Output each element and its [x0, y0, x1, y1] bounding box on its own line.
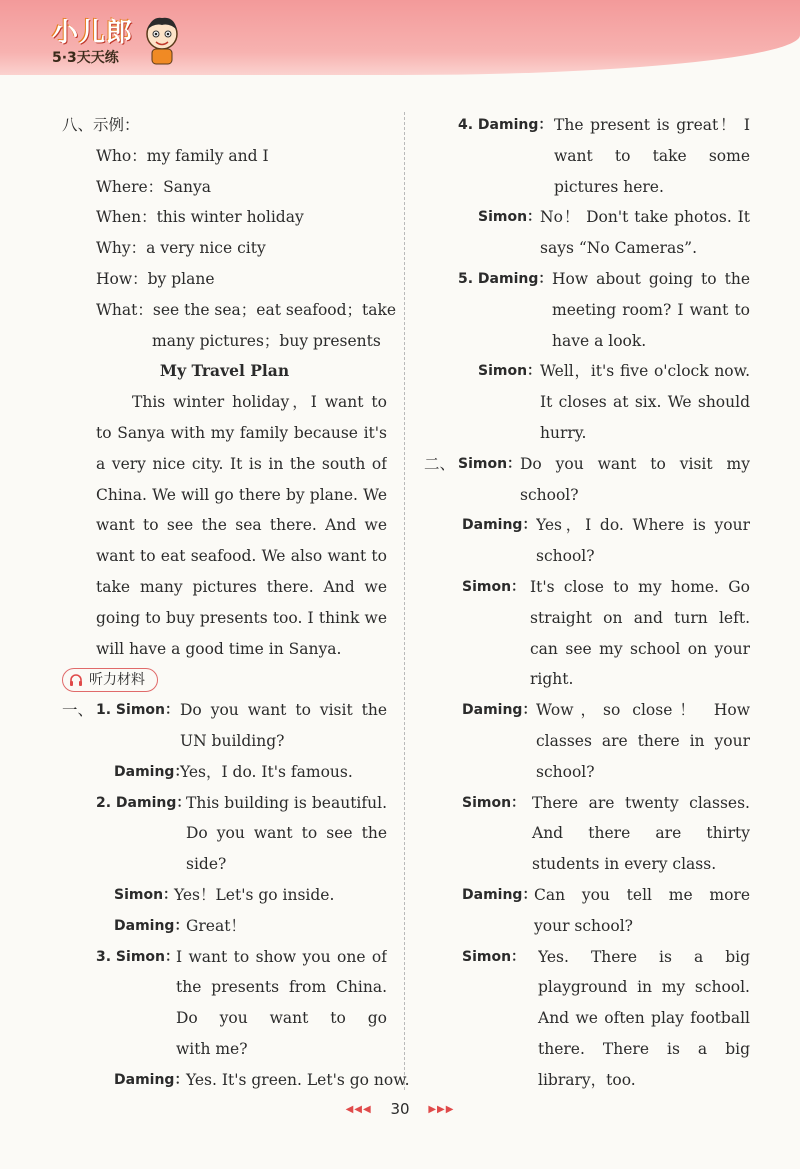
dialogue-line: library，too. [538, 1070, 636, 1089]
essay-line: want to see the sea there. And we [96, 516, 387, 535]
column-divider [404, 112, 405, 1090]
dialogue-3 [62, 942, 387, 973]
dialogue-line: straight on and turn left. [530, 608, 750, 627]
speaker-label: Simon： [478, 209, 542, 226]
speaker-label: Simon： [478, 363, 542, 380]
dialogue-line: Yes. There is a big [538, 947, 750, 966]
section-two-reply [430, 788, 750, 819]
left-column [62, 110, 410, 1096]
dialogue-2-reply2 [62, 911, 387, 942]
dialogue-line: Yes，I do. It's famous. [180, 762, 353, 781]
dialogue-3-reply [62, 1065, 410, 1096]
speaker-label: 3. Simon： [96, 948, 179, 965]
left-arrows-icon: ◀◀◀ [345, 1104, 372, 1115]
dialogue-line: Yes，I do. Where is your [536, 516, 750, 535]
speaker-label: Daming： [462, 702, 537, 719]
dialogue-line: classes are there in your [536, 731, 750, 750]
speaker-label: Daming： [114, 1071, 189, 1088]
speaker-label: Simon： [458, 455, 522, 472]
headphones-icon [69, 673, 83, 687]
right-column [424, 110, 750, 1096]
speaker-label: Simon： [114, 886, 178, 903]
dialogue-line: pictures here. [554, 177, 664, 196]
speaker-label: 4. Daming： [458, 117, 553, 133]
speaker-label: Simon： [462, 948, 526, 965]
plan-who: Who：my family and I [96, 146, 269, 165]
essay-line: a very nice city. It is in the south of [96, 454, 387, 473]
dialogue-line: Well，it's five o'clock now. [540, 362, 750, 381]
dialogue-line: school? [536, 547, 595, 566]
speaker-label: Daming： [114, 763, 189, 780]
page-number: 30 [390, 1100, 410, 1118]
speaker-label: Daming： [462, 886, 537, 903]
plan-what: What：see the sea；eat seafood；take [96, 300, 397, 319]
dialogue-line: says “No Cameras”. [540, 239, 698, 258]
dialogue-line: school? [520, 485, 579, 504]
dialogue-line: hurry. [540, 423, 587, 442]
brand-logo [52, 12, 133, 67]
section-two-reply [430, 510, 750, 541]
dialogue-line: UN building? [180, 731, 285, 750]
section-two-dialogue [424, 449, 750, 480]
dialogue-line: It's close to my home. Go [530, 577, 750, 596]
dialogue-4-reply [430, 202, 750, 233]
dialogue-line: your school? [534, 916, 633, 935]
section-two-reply [430, 942, 750, 973]
dialogue-line: Great！ [186, 916, 246, 935]
dialogue-line: Yes！Let's go inside. [174, 885, 335, 904]
speaker-label: Simon： [462, 794, 526, 811]
dialogue-2 [62, 788, 387, 819]
plan-how: How：by plane [96, 269, 215, 288]
dialogue-4 [430, 110, 750, 141]
dialogue-line: And there are thirty [532, 824, 750, 843]
dialogue-line: Do you want to see the [186, 824, 387, 843]
dialogue-line: school? [536, 762, 595, 781]
dialogue-line: with me? [176, 1039, 248, 1058]
plan-why: Why：a very nice city [96, 239, 266, 258]
dialogue-line: the presents from China. [176, 978, 387, 997]
speaker-label: 5. Daming： [458, 270, 553, 287]
brand-subtitle: 5·3天天练 [52, 50, 119, 66]
speaker-label: Daming： [114, 917, 189, 934]
plan-when: When：this winter holiday [96, 208, 304, 227]
dialogue-line: have a look. [552, 331, 647, 350]
plan-where: Where：Sanya [96, 177, 212, 196]
section-one-marker: 一、 [62, 701, 94, 720]
essay-title: My Travel Plan [159, 361, 290, 381]
dialogue-line: side? [186, 855, 227, 874]
listening-section [62, 664, 387, 695]
essay-line: want to eat seafood. We also want to [96, 547, 387, 566]
dialogue-line: right. [530, 670, 574, 689]
dialogue-line: can see my school on your [530, 639, 750, 658]
dialogue-line: playground in my school. [538, 978, 750, 997]
essay-line: China. We will go there by plane. We [96, 485, 387, 504]
dialogue-line: This building is beautiful. [186, 793, 387, 812]
dialogue-line: there. There is a big [538, 1039, 750, 1058]
dialogue-5-reply [430, 356, 750, 387]
essay-line: to Sanya with my family because it's [96, 423, 387, 442]
dialogue-line: Do you want to visit my [520, 454, 750, 473]
section-eight-heading: 八、示例： [62, 116, 140, 134]
speaker-label: 1. Simon： [96, 702, 179, 719]
dialogue-line: The present is great！ I [554, 116, 750, 134]
dialogue-line: And we often play football [538, 1009, 750, 1028]
right-arrows-icon: ▶▶▶ [428, 1104, 455, 1115]
essay-line: This winter holiday，I want to [132, 393, 387, 412]
essay-line: going to buy presents too. I think we [96, 608, 387, 627]
dialogue-line: Do you want to go [176, 1009, 387, 1028]
dialogue-1-reply [62, 757, 387, 788]
dialogue-1 [62, 695, 387, 726]
dialogue-line: How about going to the [552, 269, 750, 288]
dialogue-line: It closes at six. We should [540, 393, 750, 412]
dialogue-line: I want to show you one of [176, 947, 387, 966]
section-two-reply [430, 880, 750, 911]
dialogue-line: There are twenty classes. [532, 793, 750, 812]
section-two-reply [430, 695, 750, 726]
mascot-icon [140, 14, 184, 66]
dialogue-line: students in every class. [532, 855, 717, 874]
listening-label: 听力材料 [89, 672, 145, 689]
essay-line: will have a good time in Sanya. [96, 639, 342, 658]
page-footer [0, 1100, 800, 1118]
dialogue-5 [430, 264, 750, 295]
dialogue-2-reply [62, 880, 387, 911]
dialogue-line: want to take some [554, 146, 750, 165]
section-two-marker: 二、 [424, 454, 456, 473]
speaker-label: Simon： [462, 578, 526, 595]
brand-title: 小儿郎 [52, 18, 134, 48]
dialogue-line: Can you tell me more [534, 885, 750, 904]
dialogue-line: Wow，so close！ How [536, 701, 750, 720]
dialogue-line: No！ Don't take photos. It [540, 208, 750, 227]
essay-line: take many pictures there. And we [96, 577, 387, 596]
dialogue-line: Yes. It's green. Let's go now. [186, 1070, 410, 1089]
dialogue-line: Do you want to visit the [180, 701, 387, 720]
plan-what-cont: many pictures；buy presents [152, 331, 381, 350]
speaker-label: Daming： [462, 517, 537, 534]
dialogue-line: meeting room? I want to [552, 300, 750, 319]
speaker-label: 2. Daming： [96, 794, 191, 811]
listening-badge [62, 668, 158, 692]
section-two-reply [430, 572, 750, 603]
